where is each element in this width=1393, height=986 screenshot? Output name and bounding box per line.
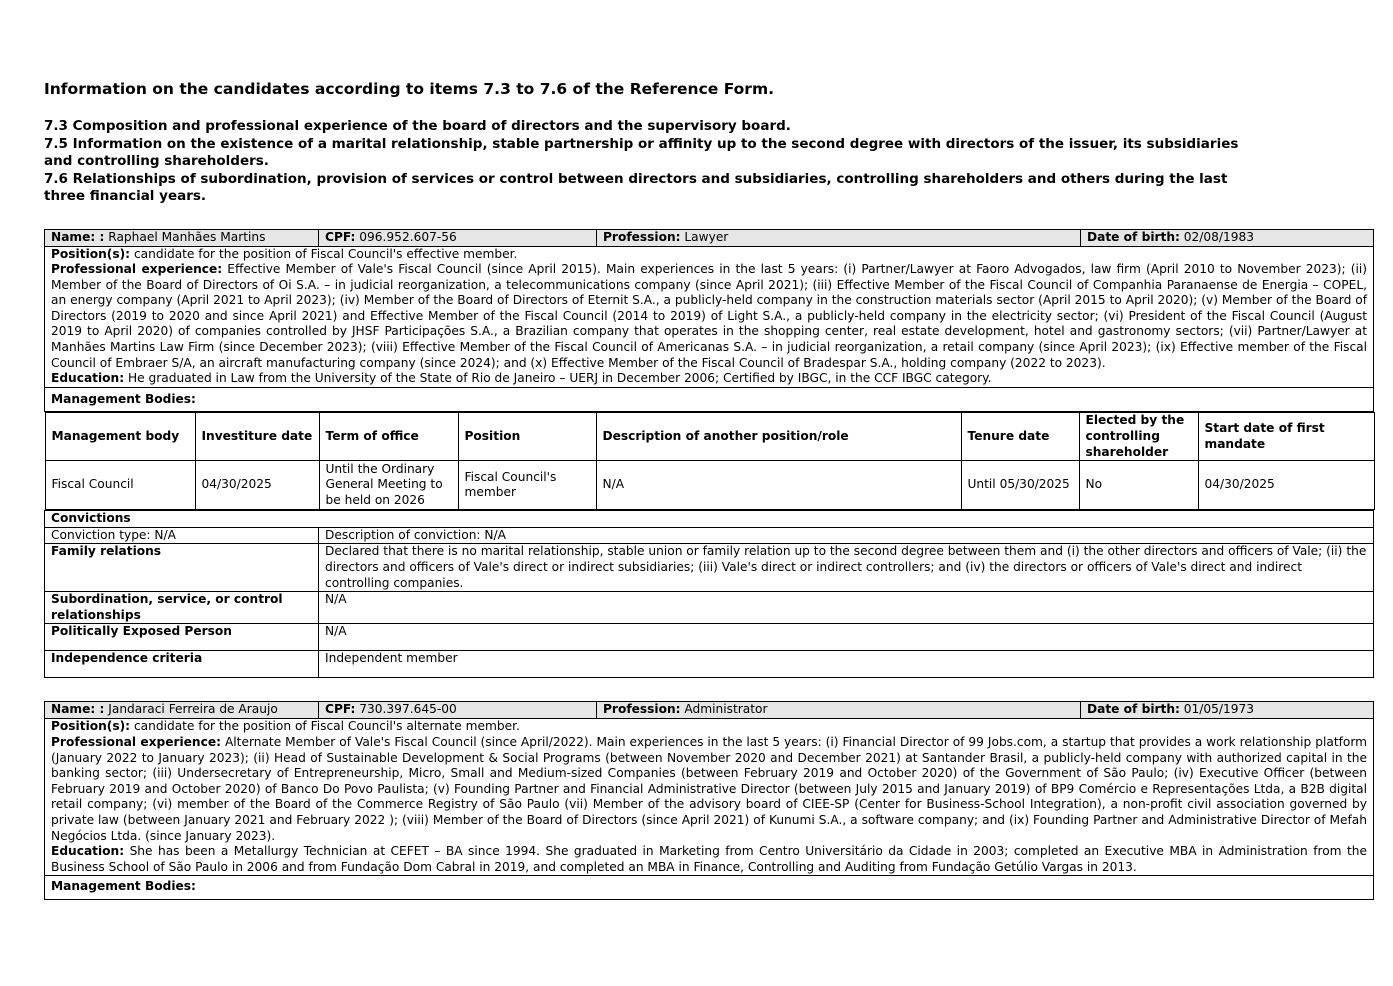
profession-value: Administrator (684, 702, 768, 717)
management-table-wrapper (45, 412, 1374, 511)
education-label: Education: (51, 844, 125, 859)
independence-label: Independence criteria (45, 651, 319, 678)
profession-cell (597, 702, 1081, 719)
management-table (45, 412, 1375, 510)
pep-label: Politically Exposed Person (45, 624, 319, 651)
col-tenure-date: Tenure date (961, 413, 1079, 461)
conviction-description: Description of conviction: N/A (319, 527, 1374, 544)
candidate-details (45, 246, 1374, 387)
name-value: Jandaraci Ferreira de Araujo (108, 702, 278, 717)
candidate-details (45, 719, 1374, 876)
name-label: Name: : (51, 229, 105, 244)
positions-line (51, 247, 1367, 263)
conviction-type: Conviction type: N/A (45, 527, 319, 544)
cpf-value: 730.397.645-00 (359, 702, 457, 717)
heading-7-3: 7.3 Composition and professional experience of the board of directors and the supervisory board. (44, 118, 791, 134)
experience-paragraph (51, 262, 1367, 371)
col-term-of-office: Term of office (319, 413, 458, 461)
col-elected-by-controlling: Elected by the controlling shareholder (1079, 413, 1198, 461)
dob-label: Date of birth: (1087, 229, 1180, 244)
positions-line (51, 719, 1367, 735)
education-line (51, 844, 1367, 875)
cell-position: Fiscal Council's member (458, 461, 596, 510)
cell-tenure-date: Until 05/30/2025 (961, 461, 1079, 510)
name-cell (45, 702, 319, 719)
cpf-label: CPF: (325, 229, 356, 244)
management-header-row (45, 413, 1374, 461)
heading-7-5: 7.5 Information on the existence of a marital relationship, stable partnership or affinity up to the second degree with directors of the issuer, its subsidiaries and controlling shareholders. (44, 135, 1239, 169)
education-label: Education: (51, 371, 125, 386)
dob-cell (1081, 229, 1374, 246)
positions-value: candidate for the position of Fiscal Council's effective member. (133, 246, 518, 261)
name-cell (45, 229, 319, 246)
candidate-header-row (45, 702, 1374, 719)
profession-value: Lawyer (684, 229, 729, 244)
positions-label: Position(s): (51, 719, 131, 734)
education-value: She has been a Metallurgy Technician at CEFET – BA since 1994. She graduated in Marketing from Centro Universitário da Cidade in 2003; completed an Executive MBA in Administration from the Business School of São Paulo in 2006 and from Fundação Dom Cabral in 2019, and completed an MBA in Finance, Controlling and Auditing from Fundação Getúlio Vargas in 2013. (51, 844, 1368, 874)
profession-label: Profession: (603, 229, 681, 244)
cell-investiture-date: 04/30/2025 (195, 461, 319, 510)
cpf-cell (319, 702, 597, 719)
positions-value: candidate for the position of Fiscal Council's alternate member. (133, 719, 520, 734)
cell-start-first-mandate: 04/30/2025 (1198, 461, 1374, 510)
cpf-cell (319, 229, 597, 246)
item-headings (44, 118, 1373, 206)
subordination-label: Subordination, service, or control relationships (45, 592, 319, 624)
cell-term-of-office: Until the Ordinary General Meeting to be held on 2026 (319, 461, 458, 510)
dob-cell (1081, 702, 1374, 719)
management-bodies-heading: Management Bodies: (45, 387, 1374, 412)
document-page (44, 78, 1373, 900)
family-relations-label: Family relations (45, 544, 319, 592)
col-management-body: Management body (45, 413, 195, 461)
family-relations-value: Declared that there is no marital relationship, stable union or family relation up to the second degree between them and (i) the other directors and officers of Vale; (ii) the directors and officers of Vale's direct or indirect subsidiaries; (iii) Vale's direct or indirect controllers; and (iv) the directors or officers of Vale's direct and indirect controlling companies. (319, 544, 1374, 592)
experience-paragraph (51, 735, 1367, 844)
education-value: He graduated in Law from the University of the State of Rio de Janeiro – UERJ in December 2006; Certified by IBGC, in the CCF IBGC category. (127, 371, 992, 386)
profession-label: Profession: (603, 702, 681, 717)
convictions-heading: Convictions (45, 511, 1374, 528)
education-line (51, 371, 1367, 387)
name-value: Raphael Manhães Martins (108, 229, 266, 244)
dob-value: 02/08/1983 (1183, 229, 1255, 244)
candidate-table (44, 229, 1374, 679)
name-label: Name: : (51, 702, 105, 717)
cpf-value: 096.952.607-56 (359, 229, 457, 244)
cell-description: N/A (596, 461, 961, 510)
pep-value: N/A (319, 624, 1374, 651)
candidate-header-row (45, 229, 1374, 246)
col-description: Description of another position/role (596, 413, 961, 461)
dob-value: 01/05/1973 (1183, 702, 1255, 717)
experience-label: Professional experience: (51, 262, 223, 277)
col-start-first-mandate: Start date of first mandate (1198, 413, 1374, 461)
candidate-table (44, 701, 1374, 900)
subordination-value: N/A (319, 592, 1374, 624)
col-investiture-date: Investiture date (195, 413, 319, 461)
cell-management-body: Fiscal Council (45, 461, 195, 510)
heading-7-6: 7.6 Relationships of subordination, provision of services or control between directors and subsidiaries, controlling shareholders and others during the last three financial years. (44, 170, 1228, 204)
col-position: Position (458, 413, 596, 461)
document-heading: Information on the candidates according to items 7.3 to 7.6 of the Reference Form. (44, 80, 774, 98)
table-row (45, 461, 1374, 510)
dob-label: Date of birth: (1087, 702, 1180, 717)
cell-elected-by-controlling: No (1079, 461, 1198, 510)
experience-value: Alternate Member of Vale's Fiscal Council (since April/2022). Main experiences in the last 5 years: (i) Financial Director of 99 Jobs.com, a startup that provides a work relationship platform (January 2022 to January 2023); (ii) Head of Sustainable Development & Social Programs (between November 2020 and December 2021) at Santander Brasil, a publicly-held company with authorized capital in the banking sector; (iii) Undersecretary of Entrepreneurship, Micro, Small and Medium-sized Companies (between February 2019 and October 2020) of the Government of São Paulo; (iv) Executive Officer (between February 2019 and October 2020) of Banco Do Povo Paulista; (v) Founding Partner and Financial Administrative Director (between July 2015 and January 2019) of BP9 Comércio e Representações Ltda, a B2B digital retail company; (vi) member of the Board of the Commerce Registry of São Paulo (vii) Member of the advisory board of CIEE-SP (Center for Business-School Integration), a non-profit civil association governed by private law (between January 2021 and February 2022 ); (viii) Member of the Board of Directors (since April 2021) of Kunumi S.A., a software company; and (ix) Founding Partner and Administrative Director of Mefah Negócios Ltda. (since January 2023). (51, 734, 1368, 843)
positions-label: Position(s): (51, 246, 131, 261)
cpf-label: CPF: (325, 702, 356, 717)
experience-value: Effective Member of Vale's Fiscal Council (since April 2015). Main experiences in the last 5 years: (i) Partner/Lawyer at Faoro Advogados, law firm (April 2010 to November 2023); (ii) Member of the Board of Directors of Oi S.A. – in judicial reorganization, a telecommunications company (since April 2021); (iii) Effective Member of the Fiscal Council of Companhia Paranaense de Energia – COPEL, an energy company (April 2021 to April 2023); (iv) Member of the Board of Directors of Eternit S.A., a publicly-held company in the construction materials sector (April 2015 to April 2020); (v) Member of the Board of Directors (2019 to 2020 and since April 2021) and Effective Member of the Fiscal Council (2014 to 2019) of Light S.A., a publicly-held company in the electricity sector; (vi) President of the Fiscal Council (August 2019 to April 2020) of companies controlled by JHSF Participações S.A., a Brazilian company that operates in the shopping center, real estate development, hotel and gastronomy sectors; (vii) Partner/Lawyer at Manhães Martins Law Firm (since December 2023); (viii) Effective Member of the Fiscal Council of Americanas S.A. – in judicial reorganization, a retail company (since April 2023); (ix) Effective member of the Fiscal Council of Embraer S/A, an aircraft manufacturing company (since 2024); and (x) Effective Member of the Fiscal Council of Bradespar S.A., holding company (2022 to 2023). (51, 262, 1367, 370)
independence-value: Independent member (319, 651, 1374, 678)
profession-cell (597, 229, 1081, 246)
experience-label: Professional experience: (51, 734, 221, 749)
management-bodies-heading: Management Bodies: (45, 876, 1374, 900)
